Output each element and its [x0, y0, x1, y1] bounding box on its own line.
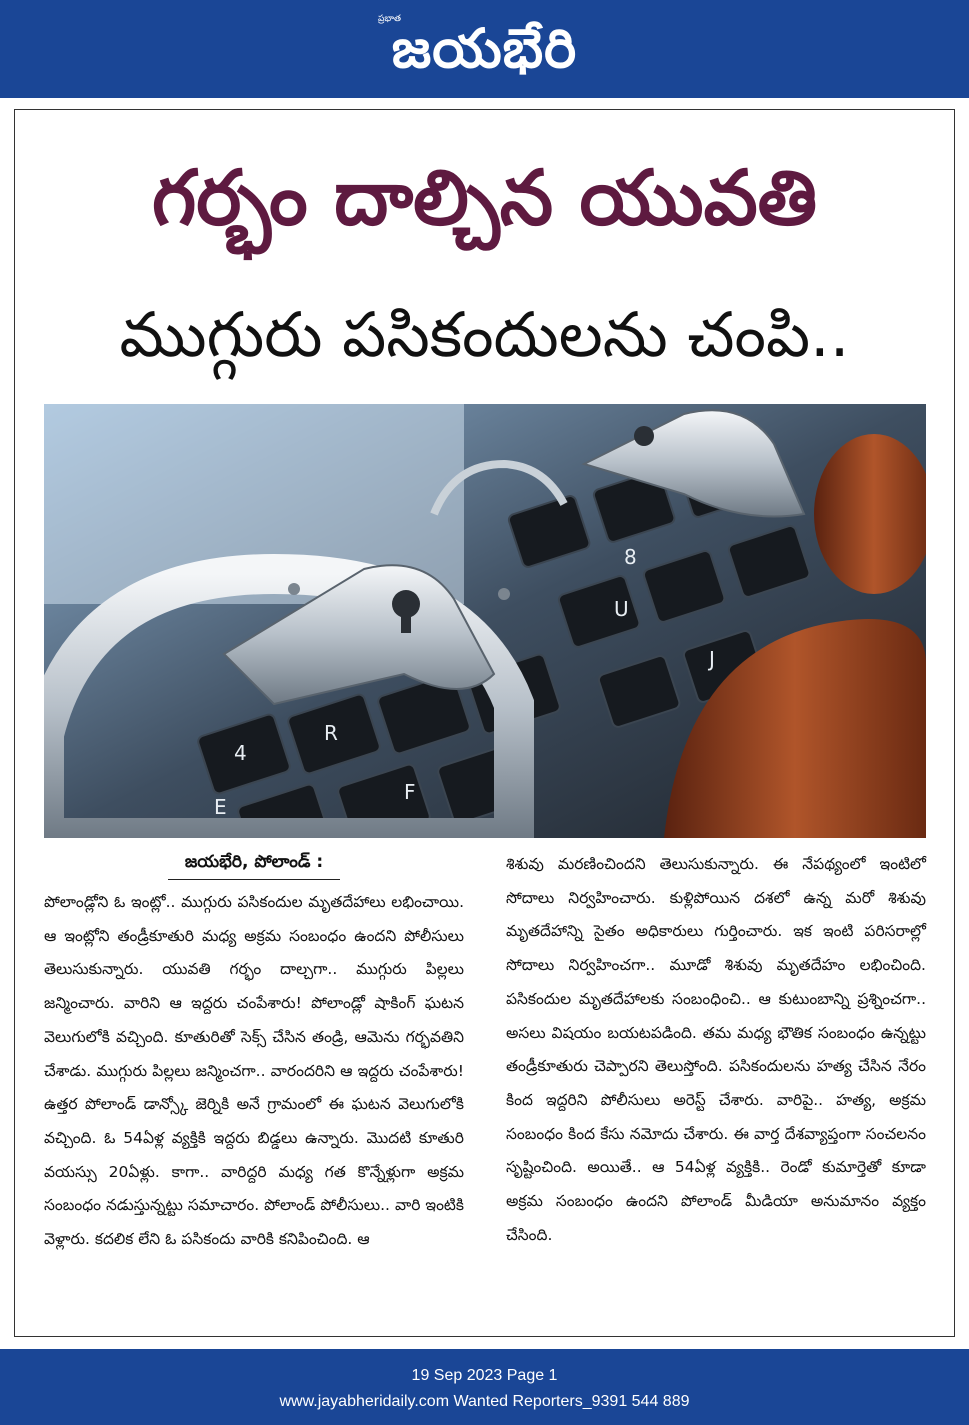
key-label: R	[324, 721, 338, 745]
footer	[0, 1349, 969, 1425]
key-label: G	[509, 730, 525, 754]
headline: గర్భం దాల్చిన యువతి	[151, 153, 818, 242]
article-column-left	[44, 886, 464, 1257]
news-photo	[44, 404, 926, 838]
subheadline: ముగ్గురు పసికందులను చంపి..	[119, 298, 850, 371]
handcuffs-keyboard-gavel-image	[44, 404, 926, 838]
key-label: J	[709, 647, 715, 671]
article-paragraph: పోలాండ్లోని ఓ ఇంట్లో.. ముగ్గురు పసికందుల మృతదేహాలు లభించాయి. ఆ ఇంట్లోని తండ్రీకూతురి మధ్య అక్రమ సంబంధం ఉందని పోలీసులు తెలుసుకున్నారు. యువతి గర్భం దాల్చగా.. ముగ్గురు పిల్లలు జన్మించారు. వారిని ఆ ఇద్దరు చంపేశారు! పోలాండ్లో షాకింగ్ ఘటన వెలుగులోకి వచ్చింది. కూతురితో సెక్స్ చేసిన తండ్రి, ఆమెను గర్భవతిని చేశాడు. ముగ్గురు పిల్లలు జన్మించగా.. వారందరిని ఆ ఇద్దరు చంపేశారు! ఉత్తర పోలాండ్ డాన్స్కో జెర్నికి అనే గ్రామంలో ఈ ఘటన వెలుగులోకి వచ్చింది. ఓ 54ఏళ్ల వ్యక్తికి ఇద్దరు బిడ్డలు ఉన్నారు. మొదటి కూతురి వయస్సు 20ఏళ్లు. కాగా.. వారిద్దరి మధ్య గత కొన్నేళ్లుగా అక్రమ సంబంధం నడుస్తున్నట్టు సమాచారం. పోలాండ్ పోలీసులు.. వారి ఇంటికి వెళ్లారు. కదలిక లేని ఓ పసికందు వారికి కనిపించింది. ఆ	[44, 893, 464, 1249]
article-column-right	[506, 848, 926, 1252]
key-label: U	[614, 597, 629, 621]
key-label: F	[404, 780, 416, 804]
key-label: 8	[624, 545, 637, 569]
masthead-tagline: ప్రభాత	[378, 14, 402, 24]
key-label: 4	[234, 741, 247, 765]
masthead	[0, 0, 969, 98]
byline: జయభేరి, పోలాండ్ :	[168, 852, 340, 880]
footer-date-page: 19 Sep 2023 Page 1	[411, 1367, 558, 1384]
footer-site-line: www.jayabheridaily.com Wanted Reporters_9391 544 889	[279, 1393, 690, 1410]
key-label: E	[214, 795, 227, 819]
article-paragraph: శిశువు మరణించిందని తెలుసుకున్నారు. ఈ నేపథ్యంలో ఇంటిలో సోదాలు నిర్వహించారు. కుళ్లిపోయిన దశలో ఉన్న మరో శిశువు మృతదేహాన్ని సైతం అధికారులు గుర్తించారు. ఇక ఇంటి పరిసరాల్లో సోదాలు నిర్వహించగా.. మూడో శిశువు మృతదేహం లభించింది. పసికందుల మృతదేహాలకు సంబంధించి.. ఆ కుటుంబాన్ని ప్రశ్నించగా.. అసలు విషయం బయటపడింది. తమ మధ్య భౌతిక సంబంధం ఉన్నట్టు తండ్రీకూతురు చెప్పారని తెలుస్తోంది. పసికందులను హత్య చేసిన నేరం కింద ఇద్దరిని పోలీసులు అరెస్ట్ చేశారు. వారిపై.. హత్య, అక్రమ సంబంధం కింద కేసు నమోదు చేశారు. ఈ వార్త దేశవ్యాప్తంగా సంచలనం సృష్టించింది. అయితే.. ఆ 54ఏళ్ల వ్యక్తికి.. రెండో కుమార్తెతో కూడా అక్రమ సంబంధం ఉందని పోలాండ్ మీడియా అనుమానం వ్యక్తం చేసింది.	[506, 855, 926, 1244]
newspaper-logo: జయభేరి	[391, 17, 578, 80]
